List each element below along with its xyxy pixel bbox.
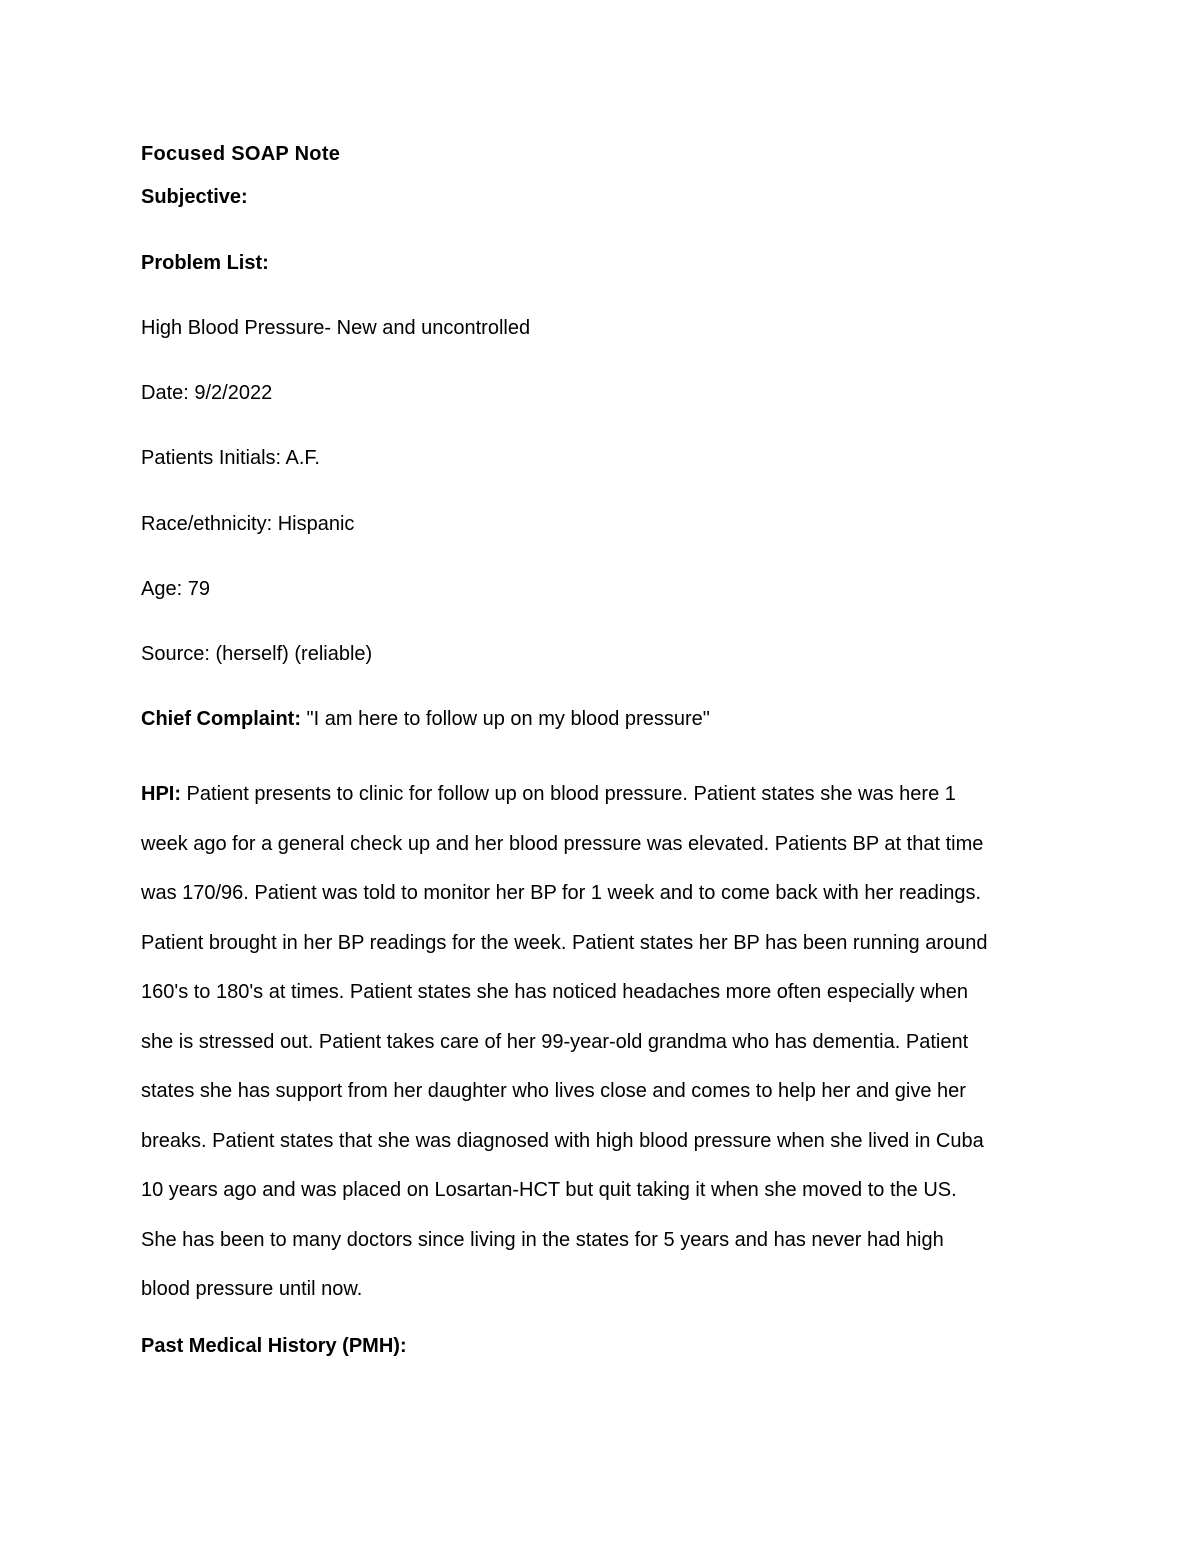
hpi-line: She has been to many doctors since living in the states for 5 years and has never had high bbox=[141, 1228, 944, 1251]
date-field: Date: 9/2/2022 bbox=[141, 382, 273, 404]
chief-complaint-text: "I am here to follow up on my blood pressure" bbox=[301, 708, 710, 730]
source-field: Source: (herself) (reliable) bbox=[141, 643, 373, 665]
hpi-label: HPI: bbox=[141, 783, 181, 805]
age-field: Age: 79 bbox=[141, 578, 210, 600]
hpi-line: she is stressed out. Patient takes care of her 99-year-old grandma who has dementia. Patient bbox=[141, 1030, 969, 1053]
chief-complaint-label: Chief Complaint: bbox=[141, 708, 301, 730]
patient-initials-field: Patients Initials: A.F. bbox=[141, 447, 320, 469]
hpi-line: Patient brought in her BP readings for the week. Patient states her BP has been running around bbox=[141, 931, 988, 954]
hpi-line: was 170/96. Patient was told to monitor her BP for 1 week and to come back with her readings. bbox=[141, 882, 982, 904]
hpi-line: HPI: Patient presents to clinic for follow up on blood pressure. Patient states she was here 1 bbox=[141, 783, 956, 805]
hpi-paragraph bbox=[141, 770, 1061, 1315]
hpi-line: states she has support from her daughter who lives close and comes to help her and give her bbox=[141, 1080, 966, 1102]
hpi-line: blood pressure until now. bbox=[141, 1278, 363, 1300]
hpi-line: 160's to 180's at times. Patient states she has noticed headaches more often especially when bbox=[141, 981, 969, 1003]
hpi-line: week ago for a general check up and her blood pressure was elevated. Patients BP at that time bbox=[141, 832, 984, 855]
problem-item: High Blood Pressure- New and uncontrolled bbox=[141, 317, 531, 339]
problem-list-heading: Problem List: bbox=[141, 252, 269, 274]
race-ethnicity-field: Race/ethnicity: Hispanic bbox=[141, 513, 355, 535]
hpi-line: 10 years ago and was placed on Losartan-HCT but quit taking it when she moved to the US. bbox=[141, 1179, 957, 1201]
chief-complaint bbox=[141, 706, 710, 732]
pmh-heading: Past Medical History (PMH): bbox=[141, 1335, 407, 1357]
document-title: Focused SOAP Note bbox=[141, 143, 341, 165]
hpi-line: breaks. Patient states that she was diagnosed with high blood pressure when she lived in Cuba bbox=[141, 1129, 984, 1152]
subjective-heading: Subjective: bbox=[141, 186, 248, 208]
